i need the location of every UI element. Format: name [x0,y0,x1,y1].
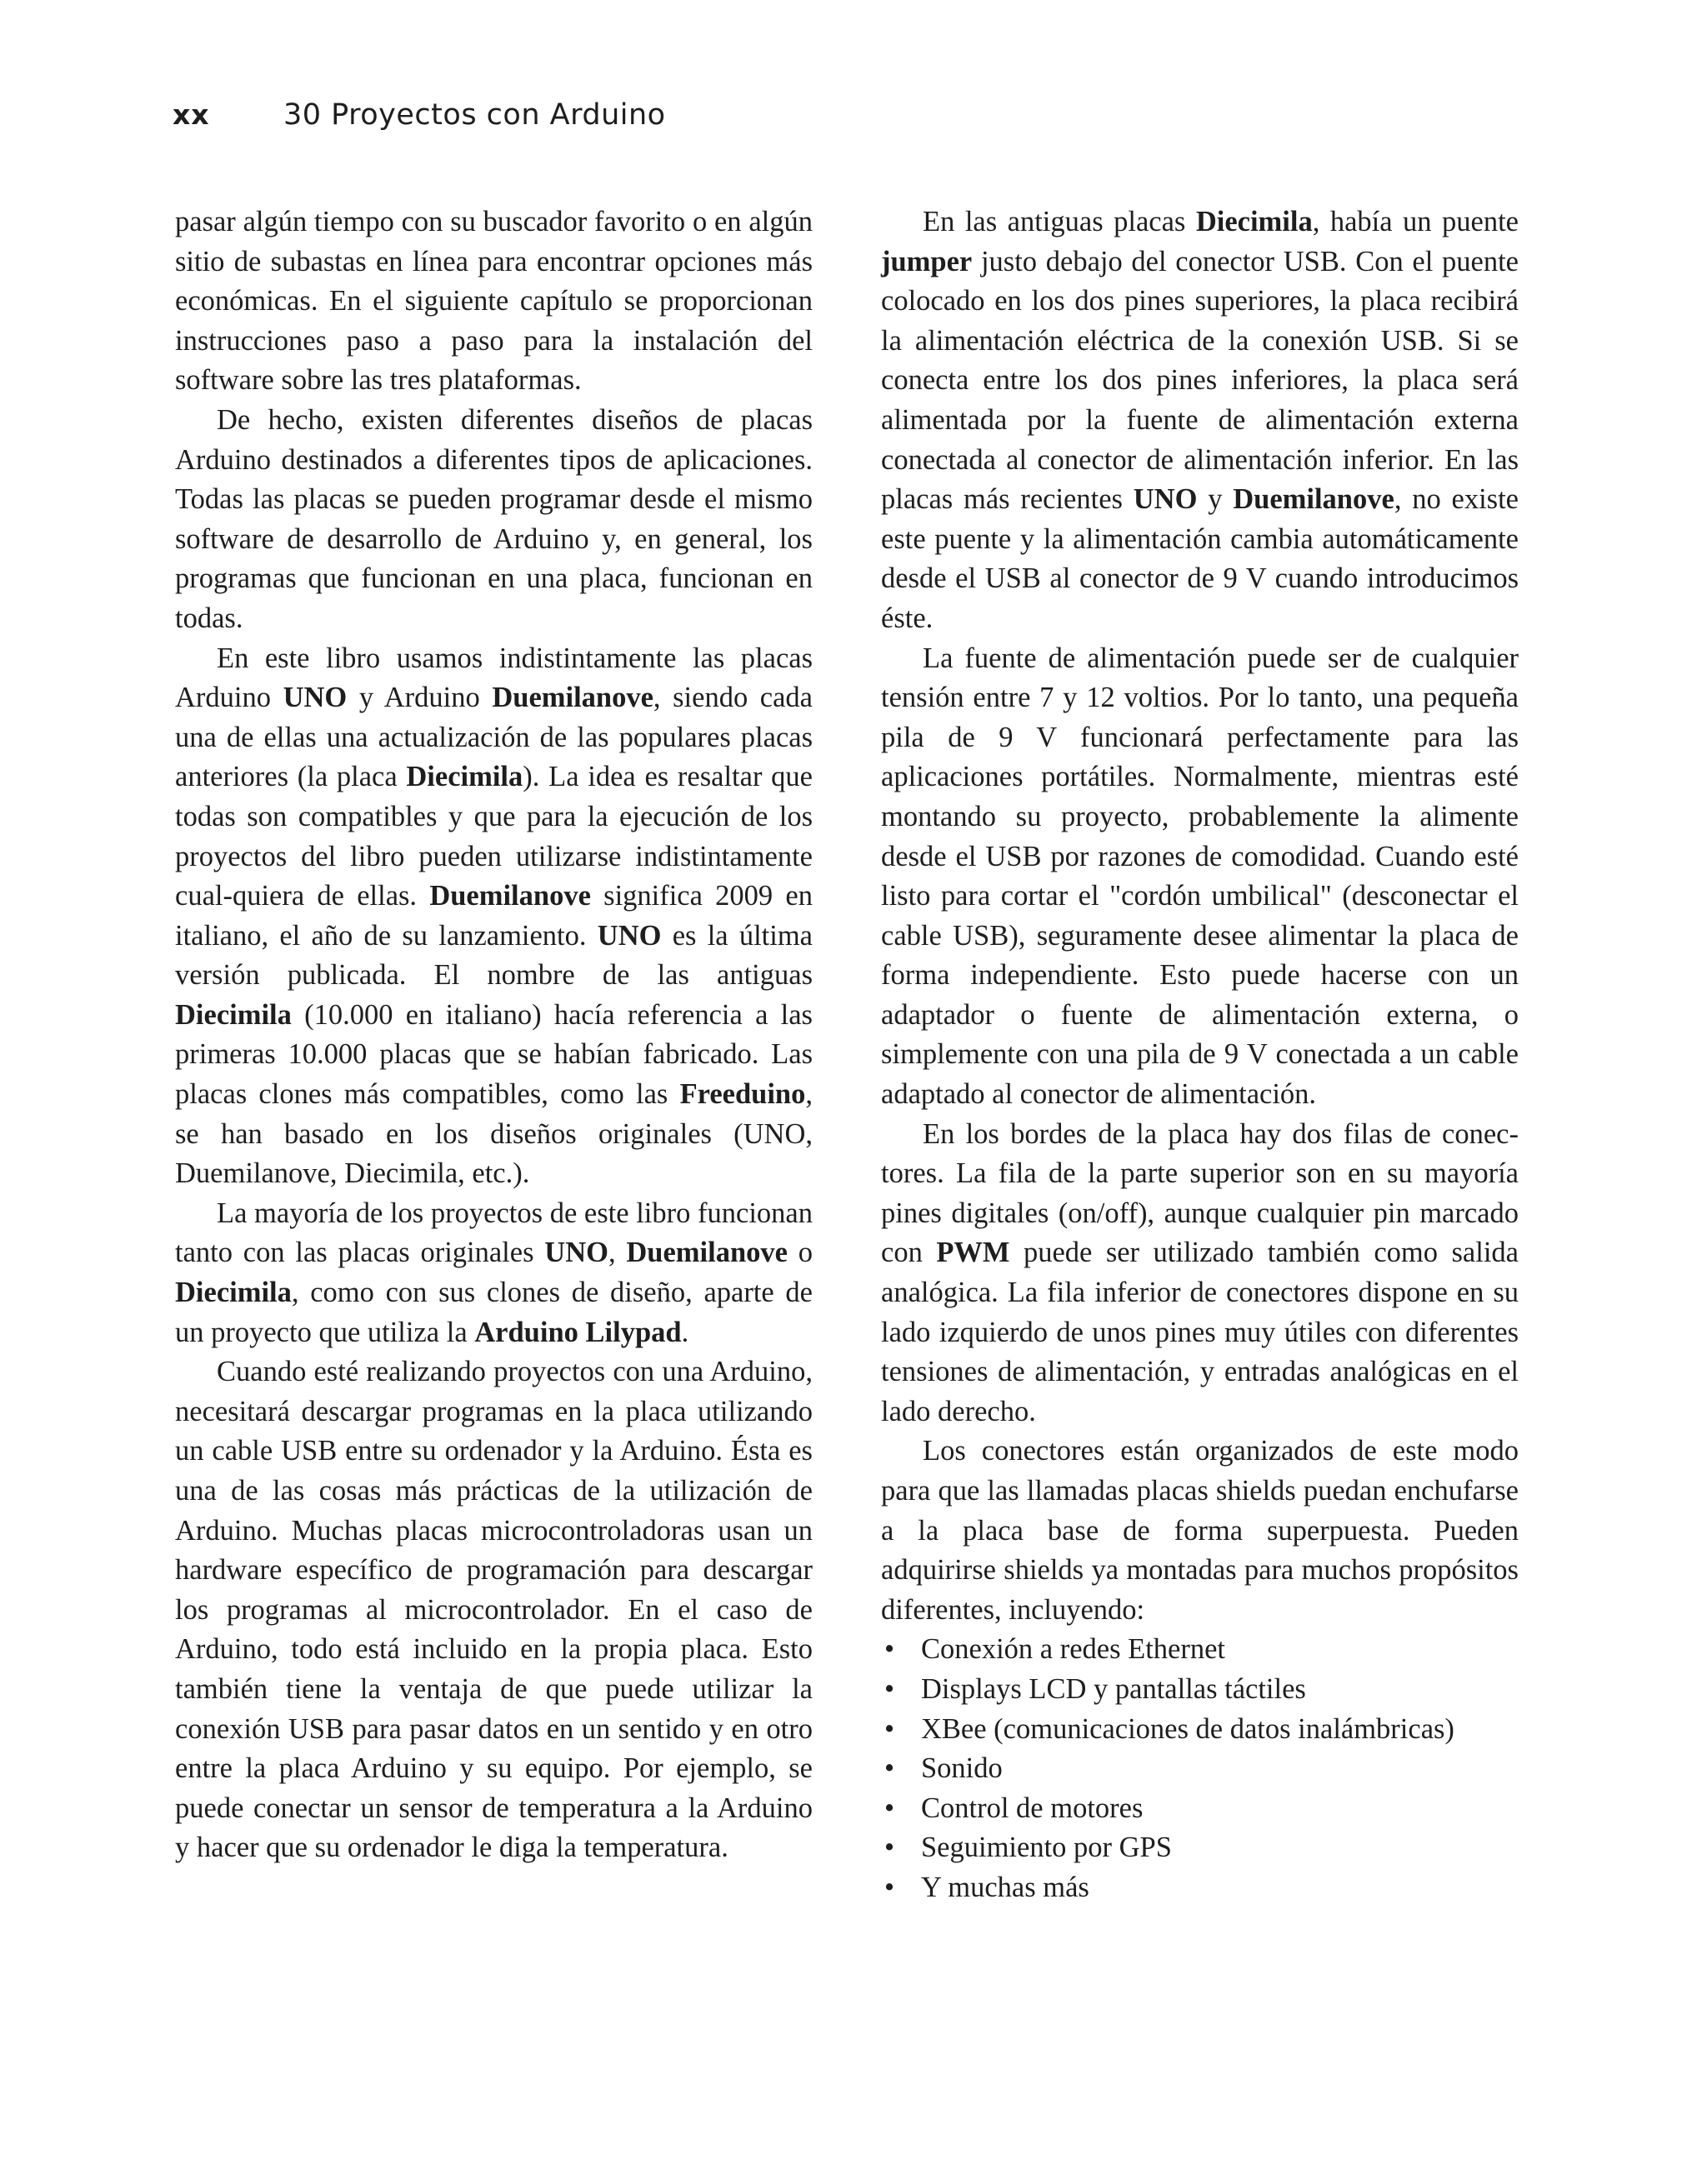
bullet-icon: • [884,1832,895,1864]
paragraph: En este libro usamos indistintamente las placas Arduino UNO y Arduino Duemilanove, siendo cada una de ellas una actualización de las populares placas anteriores (la placa Diecimila). La idea es resaltar que todas son compatibles y que para la ejecución de los proyectos del libro pueden utilizarse indistintamente cual-quiera de ellas. Duemilanove significa 2009 en italiano, el año de su lanzamiento. UNO es la última versión publicada. El nombre de las antiguas Diecimila (10.000 en italiano) hacía referencia a las primeras 10.000 placas que se habían fabricado. Las placas clones más compatibles, como las Freeduino, se han basado en los diseños originales (UNO, Duemilanove, Diecimila, etc.). [175,642,813,1190]
bullet-icon: • [884,1871,895,1903]
paragraph: La mayoría de los proyectos de este libro funcionan tanto con las placas originales UNO, Duemilanove o Diecimila, como con sus clones de diseño, aparte de un proyecto que utiliza la Arduino Lilypad. [175,1197,813,1348]
bold-term: Freeduino [679,1078,806,1111]
right-column [881,202,1519,1908]
bold-term: Diecimila [406,761,523,793]
paragraph: Los conectores están organizados de este modo para que las llamadas placas shields puedan enchufarse a la placa base de forma superpuesta. Pueden adquirirse shields ya montadas para muchos propósitos diferentes, incluyendo: [881,1435,1519,1626]
bullet-icon: • [884,1792,895,1824]
paragraph: De hecho, existen diferentes diseños de placas Arduino destinados a diferentes tipos de aplicaciones. Todas las placas se pueden programar desde el mismo software de desarrollo de Arduino y, en general, los programas que funcionan en una placa, funcionan en todas. [175,403,813,634]
paragraph: En los bordes de la placa hay dos filas de conectores. La fila de la parte superior son en su mayoría pines digitales (on/off), aunque cualquier pin marcado con PWM puede ser utilizado también como salida analógica. La fila inferior de conectores dispone en su lado izquierdo de unos pines muy útiles con diferentes tensiones de alimentación, y entradas analógicas en el lado derecho. [881,1117,1519,1427]
bold-term: Duemilanove [1233,483,1394,516]
paragraph: En las antiguas placas Diecimila, había un puente jumper justo debajo del conector USB. Con el puente colocado en los dos pines superiores, la placa recibirá la alimentación eléctrica de la conexión USB. Si se conecta entre los dos pines inferiores, la placa será alimentada por la fuente de alimentación externa conectada al conector de alimentación inferior. En las placas más recientes UNO y Duemilanove, no existe este puente y la alimentación cambia automáticamente desde el USB al conector de 9 V cuando introducimos éste. [881,206,1519,634]
bold-term: jumper [881,245,973,277]
bold-term: UNO [1133,483,1198,516]
bold-term: UNO [283,682,348,714]
running-header [173,98,666,148]
bold-term: Diecimila [175,1277,292,1309]
shields-bullet-list [881,1630,1519,1907]
list-item: • Sonido [881,1749,1519,1789]
bold-term: Arduino Lilypad [474,1316,682,1348]
list-item: • Control de motores [881,1789,1519,1829]
bullet-icon: • [884,1712,895,1745]
bold-term: Duemilanove [492,682,653,714]
page-number: xx [173,98,210,131]
bold-term: PWM [936,1237,1010,1269]
bullet-icon: • [884,1752,895,1785]
paragraph: pasar algún tiempo con su buscador favorito o en algún sitio de subastas en línea para encontrar opciones más económicas. En el siguiente capítulo se proporcionan instrucciones paso a paso para la instalación del software sobre las tres plataformas. [175,206,813,397]
bullet-icon: • [884,1672,895,1705]
list-item: • XBee (comunicaciones de datos inalámbricas) [881,1710,1519,1750]
paragraph: La fuente de alimentación puede ser de cualquier tensión entre 7 y 12 voltios. Por lo tanto, una pequeña pila de 9 V funcionará perfectamente para las aplicaciones portátiles. Normalmente, mientras esté montando su proyecto, probablemente la alimente desde el USB por razones de comodidad. Cuando esté listo para cortar el "cordón umbilical" (desconectar el cable USB), seguramente desee alimentar la placa de forma independiente. Esto puede hacerse con un adaptador o fuente de alimentación externa, o simplemente con una pila de 9 V conectada a un cable adaptado al conector de alimentación. [881,642,1519,1111]
bold-term: UNO [597,919,662,952]
bold-term: Diecimila [1195,206,1313,237]
bold-term: Duemilanove [429,880,591,912]
bold-term: Diecimila [175,998,292,1031]
list-item: • Displays LCD y pantallas táctiles [881,1670,1519,1710]
list-item: • Y muchas más [881,1868,1519,1908]
list-item: • Conexión a redes Ethernet [881,1630,1519,1670]
paragraph: Cuando esté realizando proyectos con una Arduino, necesitará descargar programas en la placa utilizando un cable USB entre su ordenador y la Arduino. Ésta es una de las cosas más prácticas de la utilización de Arduino. Muchas placas microcontroladoras usan un hardware específico de programación para descargar los programas al microcontrolador. En el caso de Arduino, todo está incluido en la propia placa. Esto también tiene la ventaja de que puede utilizar la conexión USB para pasar datos en un sentido y en otro entre la placa Arduino y su equipo. Por ejemplo, se puede conectar un sensor de temperatura a la Arduino y hacer que su ordenador le diga la temperatura. [175,1356,813,1864]
bullet-icon: • [884,1633,895,1666]
book-title: 30 Proyectos con Arduino [283,98,666,132]
bold-term: Duemilanove [626,1237,788,1269]
left-column [175,202,813,1868]
list-item: • Seguimiento por GPS [881,1828,1519,1868]
bold-term: UNO [544,1237,608,1269]
